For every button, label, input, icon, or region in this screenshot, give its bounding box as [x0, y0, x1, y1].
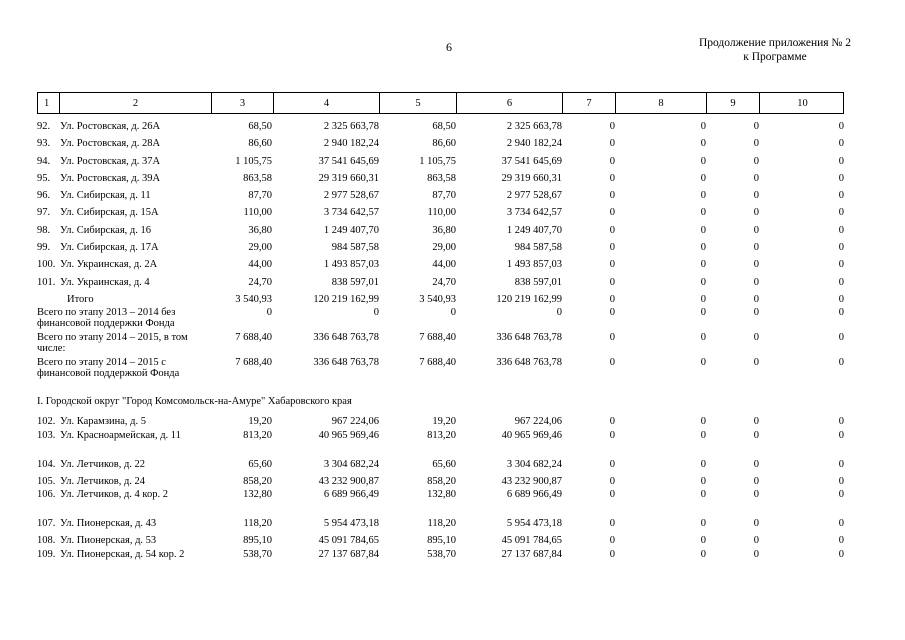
- header-cell-7: 7: [563, 93, 616, 113]
- row-number: 100.: [37, 259, 56, 271]
- row-number: 104.: [37, 458, 56, 470]
- cell-3: 858,20: [243, 475, 272, 487]
- cell-3: 538,70: [243, 548, 272, 560]
- address-cell: Ул. Красноармейская, д. 11: [60, 429, 181, 441]
- cell-3: 19,20: [248, 416, 272, 428]
- cell-3: 895,10: [243, 535, 272, 547]
- table-row: [37, 531, 844, 548]
- cell-10: 0: [838, 121, 844, 132]
- table-row: [37, 514, 844, 531]
- cell-8: 0: [700, 489, 706, 501]
- cell-7: 0: [609, 242, 615, 254]
- cell-8: 0: [700, 429, 706, 441]
- cell-8: 0: [700, 138, 706, 150]
- table-row: [37, 412, 844, 429]
- cell-4: 45 091 784,65: [318, 535, 379, 547]
- cell-3: 118,20: [243, 518, 272, 530]
- cell-8: 0: [700, 548, 706, 560]
- cell-10: 0: [838, 429, 844, 441]
- cell-9: 0: [753, 293, 759, 305]
- cell-10: 0: [838, 548, 844, 560]
- row-number: 103.: [37, 429, 56, 441]
- table-row: [37, 169, 844, 186]
- cell-4: 0: [373, 307, 379, 319]
- cell-7: 0: [609, 518, 615, 530]
- cell-6: 336 648 763,78: [496, 357, 562, 369]
- cell-7: 0: [609, 293, 615, 305]
- cell-7: 0: [609, 276, 615, 288]
- cell-9: 0: [753, 138, 759, 150]
- cell-9: 0: [753, 172, 759, 184]
- cell-6: 5 954 473,18: [506, 518, 562, 530]
- cell-6: 6 689 966,49: [506, 489, 562, 501]
- cell-4: 40 965 969,46: [318, 429, 379, 441]
- cell-10: 0: [838, 332, 844, 344]
- cell-5: 110,00: [427, 207, 456, 219]
- cell-4: 1 249 407,70: [323, 224, 379, 236]
- address-cell: Ул. Сибирская, д. 16: [60, 224, 152, 236]
- cell-6: 27 137 687,84: [501, 548, 562, 560]
- row-number: 94.: [37, 155, 51, 167]
- table-body: [37, 117, 844, 574]
- cell-3: 0: [266, 307, 272, 319]
- row-number: 96.: [37, 190, 51, 202]
- cell-8: 0: [700, 535, 706, 547]
- cell-7: 0: [609, 416, 615, 428]
- cell-3: 813,20: [243, 429, 272, 441]
- header-cell-1: 1: [38, 93, 60, 113]
- cell-10: 0: [838, 458, 844, 470]
- cell-6: 3 734 642,57: [506, 207, 562, 219]
- cell-7: 0: [609, 155, 615, 167]
- row-number: 98.: [37, 224, 51, 236]
- cell-9: 0: [753, 155, 759, 167]
- page-number: 6: [446, 40, 452, 54]
- cell-4: 1 493 857,03: [323, 259, 379, 271]
- cell-8: 0: [700, 207, 706, 219]
- cell-6: 45 091 784,65: [501, 535, 562, 547]
- cell-7: 0: [609, 535, 615, 547]
- total-row-2: [37, 332, 844, 357]
- row-number: 101.: [37, 276, 56, 288]
- cell-6: 3 304 682,24: [506, 458, 562, 470]
- total-row-3: [37, 357, 844, 392]
- total-label: Всего по этапу 2014 – 2015 с финансовой поддержкой Фонда: [37, 357, 180, 379]
- cell-10: 0: [838, 357, 844, 369]
- cell-10: 0: [838, 138, 844, 150]
- cell-9: 0: [753, 276, 759, 288]
- cell-8: 0: [700, 259, 706, 271]
- cell-8: 0: [700, 458, 706, 470]
- header-cell-5: 5: [380, 93, 457, 113]
- itogo-row: [37, 290, 844, 307]
- cell-6: 120 219 162,99: [496, 293, 562, 305]
- cell-3: 7 688,40: [235, 332, 272, 344]
- row-number: 99.: [37, 242, 51, 254]
- row-number: 108.: [37, 535, 56, 547]
- table-row: [37, 472, 844, 489]
- cell-9: 0: [753, 535, 759, 547]
- cell-7: 0: [609, 307, 615, 319]
- cell-9: 0: [753, 458, 759, 470]
- cell-5: 7 688,40: [419, 332, 456, 344]
- cell-5: 118,20: [427, 518, 456, 530]
- cell-6: 0: [556, 307, 562, 319]
- cell-6: 29 319 660,31: [501, 172, 562, 184]
- row-number: 92.: [37, 121, 51, 132]
- cell-4: 3 304 682,24: [323, 458, 379, 470]
- cell-5: 813,20: [427, 429, 456, 441]
- cell-6: 43 232 900,87: [501, 475, 562, 487]
- cell-9: 0: [753, 207, 759, 219]
- total-row-1: [37, 307, 844, 332]
- cell-3: 68,50: [248, 121, 272, 132]
- address-cell: Ул. Карамзина, д. 5: [60, 416, 146, 428]
- cell-9: 0: [753, 307, 759, 319]
- cell-3: 65,60: [248, 458, 272, 470]
- cell-10: 0: [838, 155, 844, 167]
- cell-10: 0: [838, 172, 844, 184]
- cell-7: 0: [609, 489, 615, 501]
- cell-4: 838 597,01: [331, 276, 379, 288]
- cell-6: 2 325 663,78: [506, 121, 562, 132]
- appendix-line-2: к Программе: [743, 51, 807, 63]
- cell-3: 44,00: [248, 259, 272, 271]
- cell-7: 0: [609, 332, 615, 344]
- cell-6: 336 648 763,78: [496, 332, 562, 344]
- cell-10: 0: [838, 190, 844, 202]
- table-row: [37, 152, 844, 169]
- row-number: 93.: [37, 138, 51, 150]
- cell-6: 967 224,06: [514, 416, 562, 428]
- cell-4: 5 954 473,18: [323, 518, 379, 530]
- header-cell-9: 9: [707, 93, 760, 113]
- cell-7: 0: [609, 138, 615, 150]
- header-cell-2: 2: [60, 93, 212, 113]
- cell-3: 863,58: [243, 172, 272, 184]
- cell-4: 43 232 900,87: [318, 475, 379, 487]
- table-row: [37, 238, 844, 255]
- cell-7: 0: [609, 121, 615, 132]
- cell-8: 0: [700, 293, 706, 305]
- table-row: [37, 117, 844, 134]
- cell-5: 65,60: [432, 458, 456, 470]
- cell-9: 0: [753, 489, 759, 501]
- cell-3: 3 540,93: [235, 293, 272, 305]
- cell-4: 27 137 687,84: [318, 548, 379, 560]
- cell-7: 0: [609, 190, 615, 202]
- cell-8: 0: [700, 242, 706, 254]
- cell-5: 7 688,40: [419, 357, 456, 369]
- cell-5: 29,00: [432, 242, 456, 254]
- table-row: [37, 203, 844, 220]
- row-number: 102.: [37, 416, 56, 428]
- address-cell: Ул. Украинская, д. 2А: [60, 259, 158, 271]
- cell-8: 0: [700, 357, 706, 369]
- cell-5: 538,70: [427, 548, 456, 560]
- cell-6: 1 493 857,03: [506, 259, 562, 271]
- cell-4: 3 734 642,57: [323, 207, 379, 219]
- cell-10: 0: [838, 224, 844, 236]
- address-cell: Ул. Сибирская, д. 11: [60, 190, 151, 202]
- cell-4: 336 648 763,78: [313, 357, 379, 369]
- cell-3: 7 688,40: [235, 357, 272, 369]
- address-cell: Ул. Сибирская, д. 15А: [60, 207, 159, 219]
- cell-7: 0: [609, 357, 615, 369]
- address-cell: Ул. Летчиков, д. 22: [60, 458, 146, 470]
- cell-5: 87,70: [432, 190, 456, 202]
- cell-4: 2 977 528,67: [323, 190, 379, 202]
- table-row: [37, 549, 844, 574]
- table-row: [37, 134, 844, 151]
- cell-7: 0: [609, 224, 615, 236]
- cell-9: 0: [753, 259, 759, 271]
- row-number: 105.: [37, 475, 56, 487]
- cell-4: 29 319 660,31: [318, 172, 379, 184]
- table-row: [37, 430, 844, 455]
- address-cell: Ул. Ростовская, д. 26А: [60, 121, 161, 132]
- cell-5: 36,80: [432, 224, 456, 236]
- table-row: [37, 186, 844, 203]
- cell-10: 0: [838, 259, 844, 271]
- total-label: Всего по этапу 2014 – 2015, в том числе:: [37, 332, 188, 354]
- address-cell: Ул. Украинская, д. 4: [60, 276, 150, 288]
- cell-10: 0: [838, 276, 844, 288]
- cell-7: 0: [609, 172, 615, 184]
- cell-6: 2 940 182,24: [506, 138, 562, 150]
- cell-5: 68,50: [432, 121, 456, 132]
- total-label: Всего по этапу 2013 – 2014 без финансовой поддержки Фонда: [37, 307, 176, 329]
- cell-7: 0: [609, 548, 615, 560]
- cell-5: 44,00: [432, 259, 456, 271]
- table-row: [37, 489, 844, 514]
- cell-8: 0: [700, 172, 706, 184]
- cell-8: 0: [700, 307, 706, 319]
- cell-9: 0: [753, 332, 759, 344]
- cell-7: 0: [609, 458, 615, 470]
- cell-8: 0: [700, 475, 706, 487]
- cell-9: 0: [753, 242, 759, 254]
- cell-7: 0: [609, 429, 615, 441]
- address-cell: Ул. Летчиков, д. 24: [60, 475, 146, 487]
- row-number: 97.: [37, 207, 51, 219]
- row-number: 107.: [37, 518, 56, 530]
- cell-4: 984 587,58: [331, 242, 379, 254]
- cell-3: 87,70: [248, 190, 272, 202]
- cell-8: 0: [700, 416, 706, 428]
- cell-5: 863,58: [427, 172, 456, 184]
- cell-7: 0: [609, 207, 615, 219]
- cell-8: 0: [700, 332, 706, 344]
- cell-4: 120 219 162,99: [313, 293, 379, 305]
- header-cell-10: 10: [797, 97, 808, 109]
- table-row: [37, 273, 844, 290]
- header-cell-3: 3: [212, 93, 274, 113]
- cell-9: 0: [753, 224, 759, 236]
- cell-10: 0: [838, 535, 844, 547]
- cell-9: 0: [753, 357, 759, 369]
- cell-4: 6 689 966,49: [323, 489, 379, 501]
- cell-5: 1 105,75: [419, 155, 456, 167]
- table-row: [37, 221, 844, 238]
- cell-6: 2 977 528,67: [506, 190, 562, 202]
- appendix-caption: [640, 36, 870, 64]
- cell-8: 0: [700, 155, 706, 167]
- cell-3: 36,80: [248, 224, 272, 236]
- cell-5: 19,20: [432, 416, 456, 428]
- cell-3: 1 105,75: [235, 155, 272, 167]
- cell-5: 24,70: [432, 276, 456, 288]
- table-header: [37, 92, 844, 114]
- cell-5: 895,10: [427, 535, 456, 547]
- cell-10: 0: [838, 489, 844, 501]
- cell-10: 0: [838, 293, 844, 305]
- cell-8: 0: [700, 224, 706, 236]
- cell-4: 967 224,06: [331, 416, 379, 428]
- cell-8: 0: [700, 518, 706, 530]
- address-cell: Ул. Ростовская, д. 39А: [60, 172, 161, 184]
- cell-3: 132,80: [243, 489, 272, 501]
- cell-5: 858,20: [427, 475, 456, 487]
- appendix-line-1: Продолжение приложения № 2: [698, 37, 852, 49]
- cell-8: 0: [700, 276, 706, 288]
- cell-3: 29,00: [248, 242, 272, 254]
- cell-3: 24,70: [248, 276, 272, 288]
- cell-10: 0: [838, 207, 844, 219]
- cell-9: 0: [753, 121, 759, 132]
- cell-10: 0: [838, 518, 844, 530]
- address-cell: Ул. Летчиков, д. 4 кор. 2: [60, 489, 168, 501]
- cell-3: 110,00: [243, 207, 272, 219]
- cell-4: 336 648 763,78: [313, 332, 379, 344]
- cell-9: 0: [753, 518, 759, 530]
- cell-5: 0: [450, 307, 456, 319]
- cell-3: 86,60: [248, 138, 272, 150]
- row-number: 95.: [37, 172, 51, 184]
- row-number: 106.: [37, 489, 56, 501]
- cell-5: 132,80: [427, 489, 456, 501]
- cell-9: 0: [753, 190, 759, 202]
- cell-10: 0: [838, 416, 844, 428]
- cell-6: 984 587,58: [514, 242, 562, 254]
- cell-10: 0: [838, 307, 844, 319]
- cell-7: 0: [609, 259, 615, 271]
- cell-4: 2 940 182,24: [323, 138, 379, 150]
- header-cell-4: 4: [274, 93, 380, 113]
- row-number: 109.: [37, 548, 56, 560]
- cell-10: 0: [838, 242, 844, 254]
- cell-5: 86,60: [432, 138, 456, 150]
- cell-4: 2 325 663,78: [323, 121, 379, 132]
- address-cell: Ул. Пионерская, д. 43: [60, 518, 157, 530]
- cell-6: 1 249 407,70: [506, 224, 562, 236]
- address-cell: Ул. Ростовская, д. 28А: [60, 138, 161, 150]
- header-cell-8: 8: [616, 93, 707, 113]
- cell-4: 37 541 645,69: [318, 155, 379, 167]
- cell-6: 40 965 969,46: [501, 429, 562, 441]
- cell-7: 0: [609, 475, 615, 487]
- cell-8: 0: [700, 190, 706, 202]
- cell-8: 0: [700, 121, 706, 132]
- cell-9: 0: [753, 475, 759, 487]
- cell-10: 0: [838, 475, 844, 487]
- cell-6: 37 541 645,69: [501, 155, 562, 167]
- address-cell: Ул. Пионерская, д. 53: [60, 535, 157, 547]
- address-cell: Ул. Сибирская, д. 17А: [60, 242, 159, 254]
- cell-6: 838 597,01: [514, 276, 562, 288]
- table-row: [37, 255, 844, 272]
- table-row: [37, 455, 844, 472]
- cell-9: 0: [753, 416, 759, 428]
- header-cell-6: 6: [457, 93, 563, 113]
- section-title: I. Городской округ "Город Комсомольск-на-Амуре" Хабаровского края: [37, 396, 352, 408]
- cell-9: 0: [753, 429, 759, 441]
- address-cell: Ул. Ростовская, д. 37А: [60, 155, 161, 167]
- cell-5: 3 540,93: [419, 293, 456, 305]
- cell-9: 0: [753, 548, 759, 560]
- address-cell: Ул. Пионерская, д. 54 кор. 2: [60, 548, 185, 560]
- itogo-label: Итого: [67, 293, 94, 305]
